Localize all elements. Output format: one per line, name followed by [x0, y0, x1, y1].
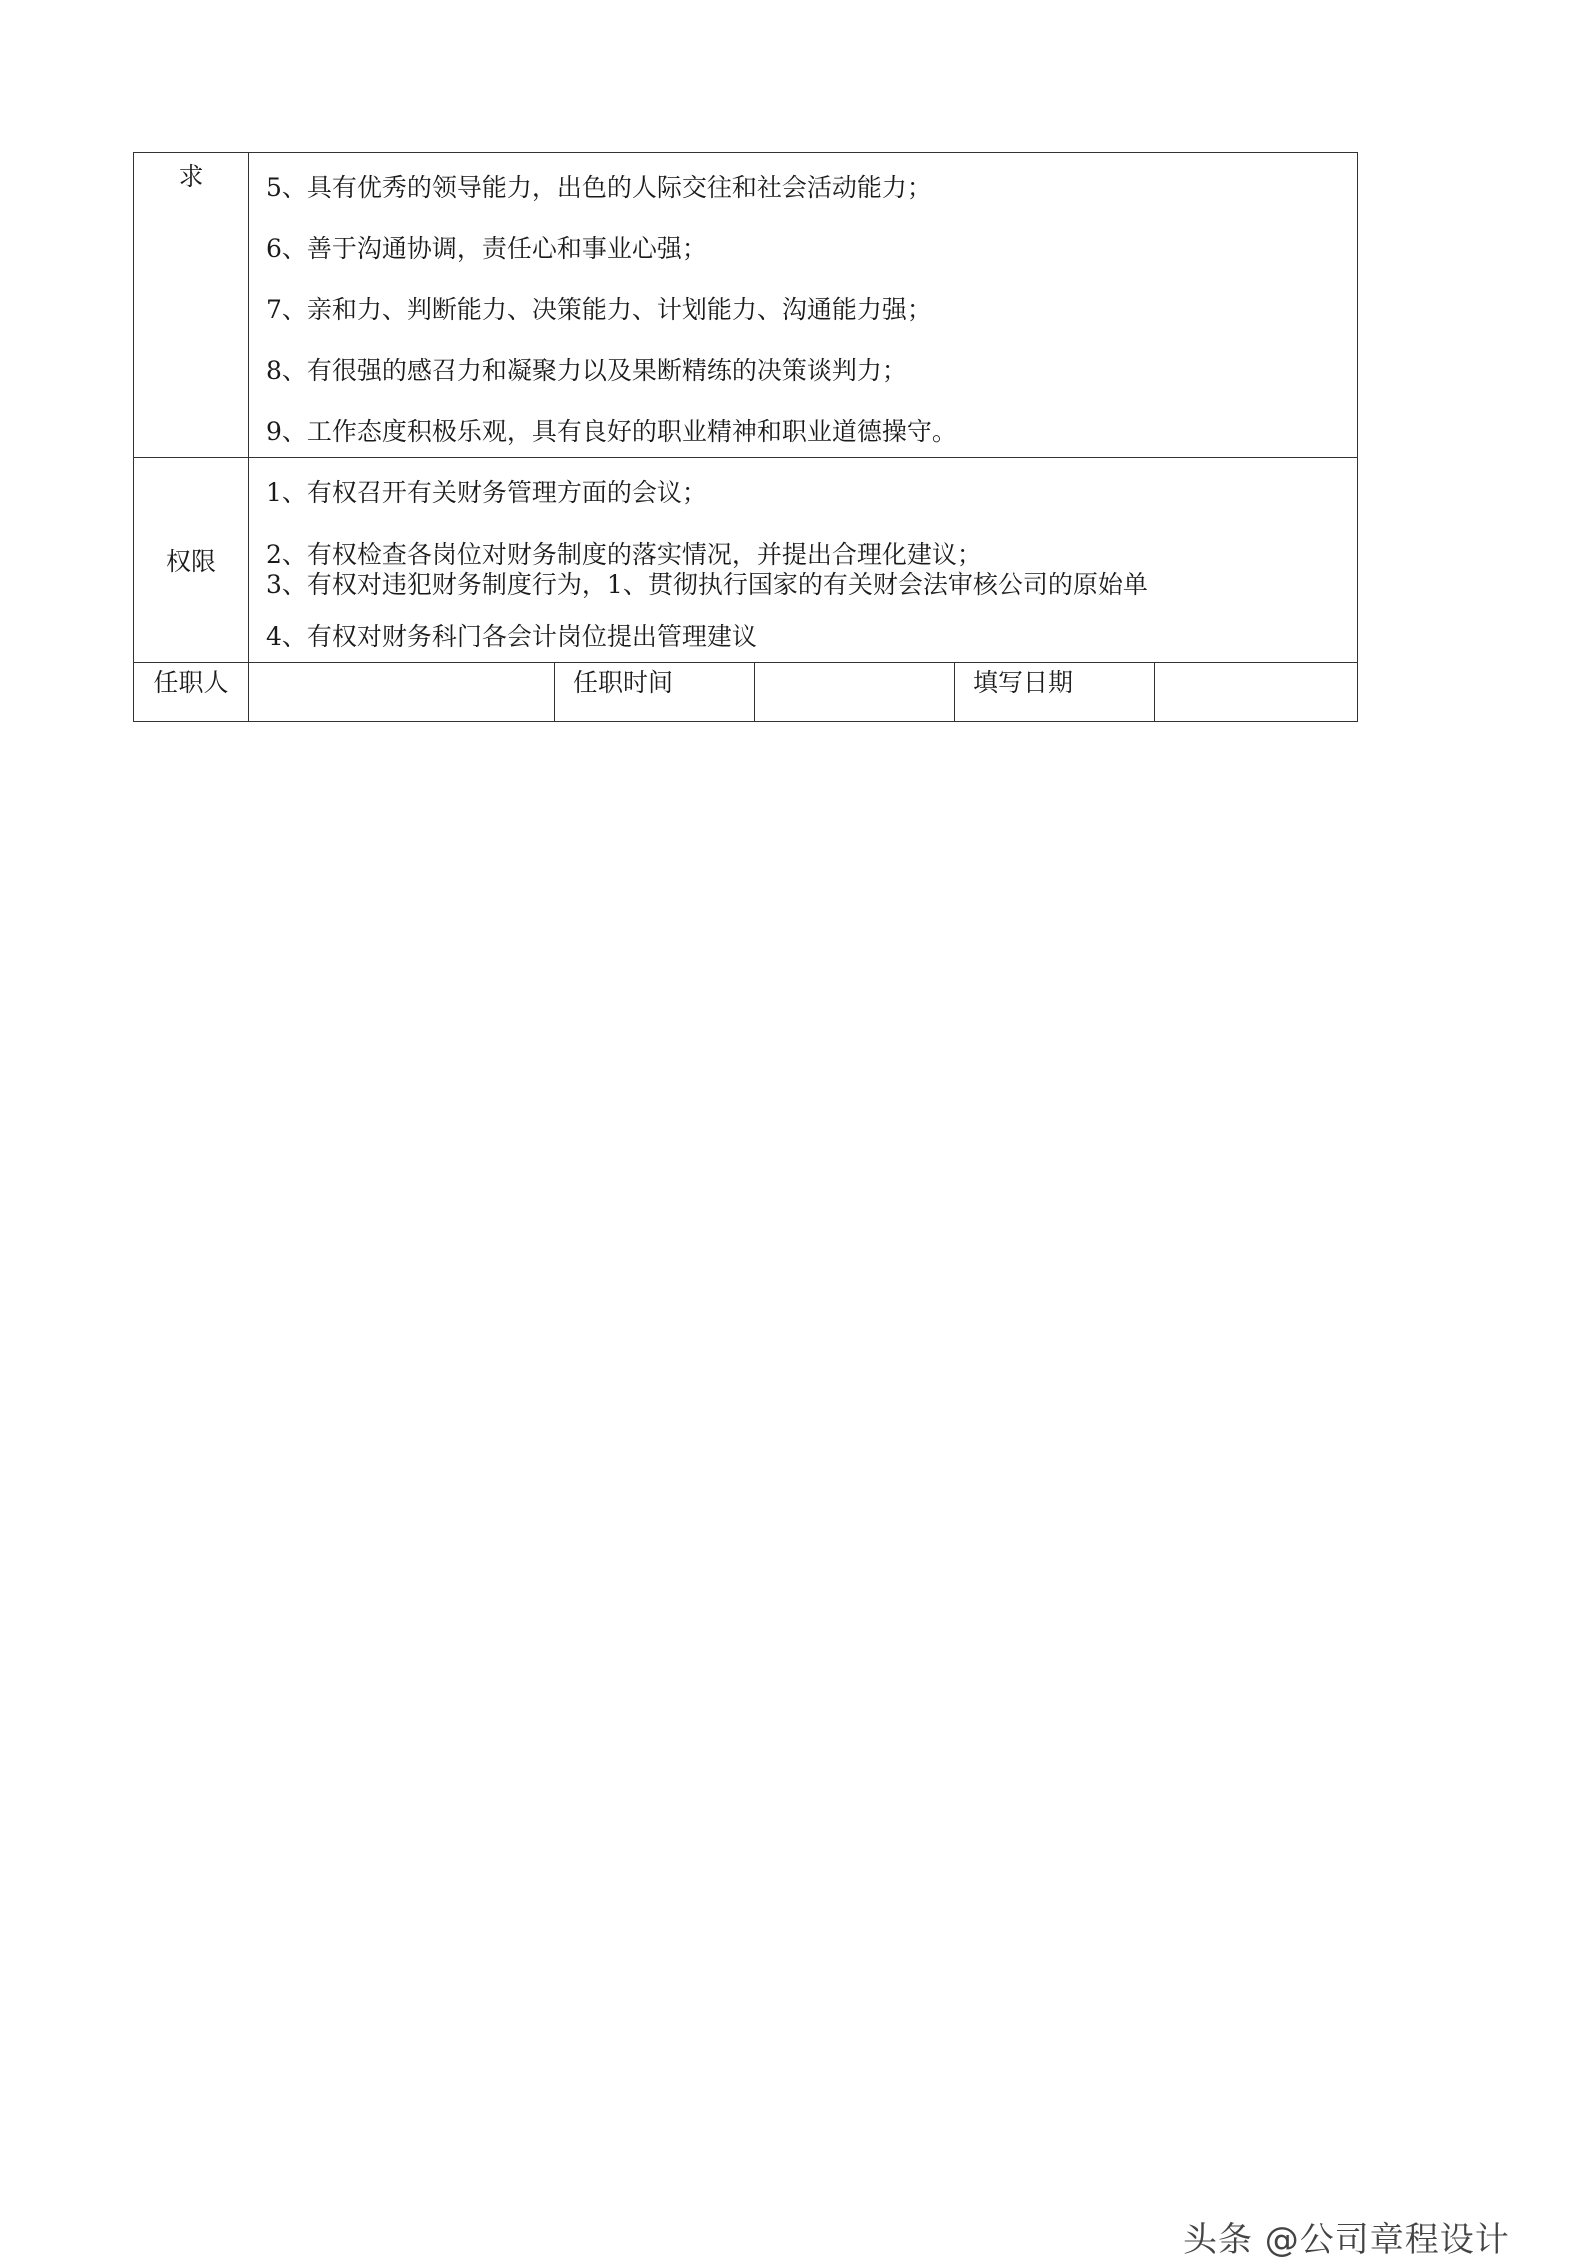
requirement-item: 5、具有优秀的领导能力，出色的人际交往和社会活动能力； [266, 173, 932, 202]
holder-value-cell[interactable] [249, 663, 555, 722]
authority-content [249, 458, 1358, 663]
authority-item: 3、有权对违犯财务制度行为，1、贯彻执行国家的有关财会法审核公司的原始单 [266, 570, 1148, 599]
job-description-table [133, 152, 1358, 722]
watermark: 头条 @公司章程设计 [1183, 2220, 1510, 2260]
requirements-content [249, 153, 1358, 458]
tenure-value-cell[interactable] [755, 663, 955, 722]
date-label: 填写日期 [955, 663, 1155, 722]
tenure-label: 任职时间 [555, 663, 755, 722]
footer-row [134, 663, 1358, 722]
requirement-item: 9、工作态度积极乐观，具有良好的职业精神和职业道德操守。 [266, 417, 957, 446]
authority-item: 4、有权对财务科门各会计岗位提出管理建议 [266, 622, 757, 651]
requirements-label: 求 [134, 153, 249, 458]
requirements-list [266, 153, 1353, 457]
authority-item: 2、有权检查各岗位对财务制度的落实情况，并提出合理化建议； [266, 540, 982, 569]
authority-item: 1、有权召开有关财务管理方面的会议； [266, 478, 707, 507]
requirement-item: 7、亲和力、判断能力、决策能力、计划能力、沟通能力强； [266, 295, 932, 324]
requirements-row [134, 153, 1358, 458]
authority-row [134, 458, 1358, 663]
holder-label: 任职人 [134, 663, 249, 722]
requirement-item: 6、善于沟通协调，责任心和事业心强； [266, 234, 707, 263]
date-value-cell[interactable] [1155, 663, 1358, 722]
authority-list [266, 458, 1353, 662]
authority-label: 权限 [134, 458, 249, 663]
requirement-item: 8、有很强的感召力和凝聚力以及果断精练的决策谈判力； [266, 356, 907, 385]
